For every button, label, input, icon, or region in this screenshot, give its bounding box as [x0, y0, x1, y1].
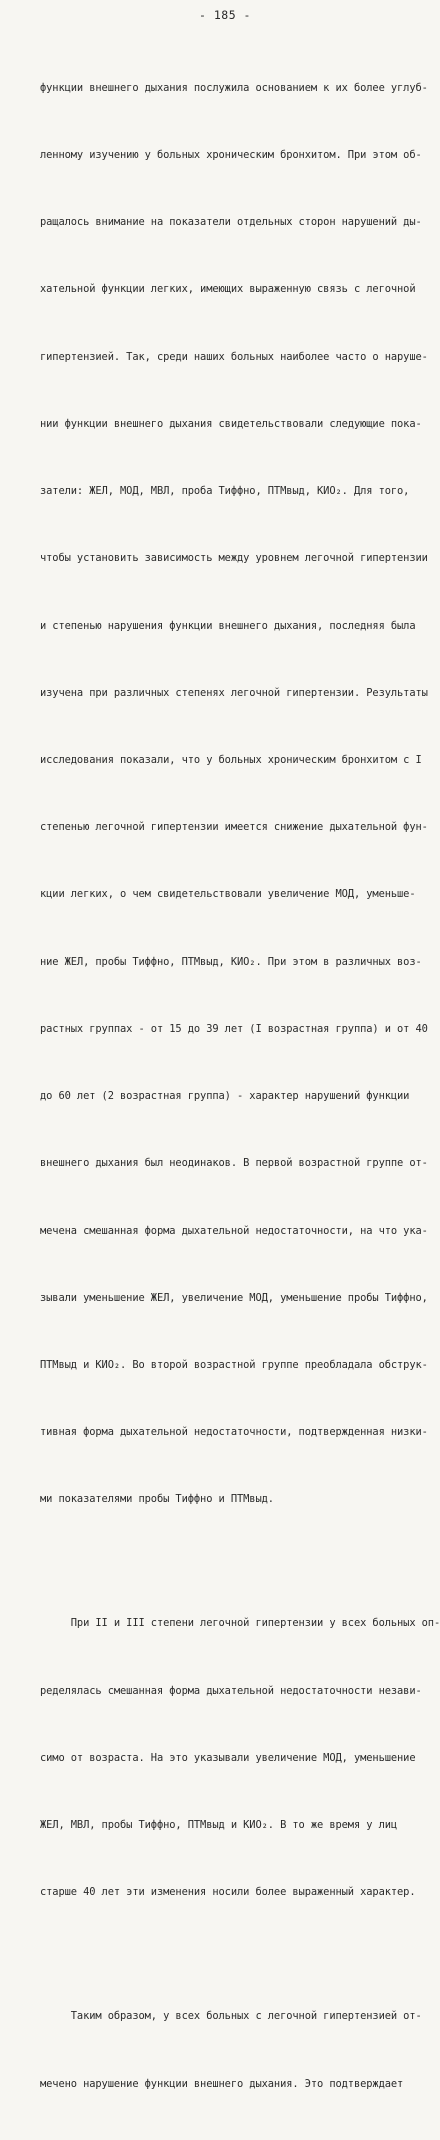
- text-line: зывали уменьшение ЖЕЛ, увеличение МОД, уменьшение пробы Тиффно,: [40, 1291, 428, 1304]
- text-line: старше 40 лет эти изменения носили более выраженный характер.: [40, 1886, 416, 1899]
- text-line: Таким образом, у всех больных с легочной гипертензией от-: [40, 2010, 422, 2023]
- text-line: функции внешнего дыхания послужила основанием к их более углуб-: [40, 81, 428, 94]
- text-line: ЖЕЛ, МВЛ, пробы Тиффно, ПТМвыд и КИО₂. В то же время у лиц: [40, 1819, 398, 1832]
- paragraph-gap: [40, 1556, 410, 1568]
- text-line: При II и III степени легочной гипертензии у всех больных оп-: [40, 1617, 440, 1630]
- text-line: степенью легочной гипертензии имеется снижение дыхательной фун-: [40, 821, 428, 834]
- text-line: внешнего дыхания был неодинаков. В первой возрастной группе от-: [40, 1157, 428, 1170]
- text-line: ределялась смешанная форма дыхательной недостаточности незави-: [40, 1684, 422, 1697]
- text-line: изучена при различных степенях легочной гипертензии. Результаты: [40, 686, 428, 699]
- text-line: гипертензией. Так, среди наших больных наиболее часто о наруше-: [40, 350, 428, 363]
- text-line: тивная форма дыхательной недостаточности, подтвержденная низки-: [40, 1426, 428, 1439]
- paragraph-gap: [40, 1949, 410, 1961]
- text-line: кции легких, о чем свидетельствовали увеличение МОД, уменьше-: [40, 888, 416, 901]
- text-line: ленному изучению у больных хроническим бронхитом. При этом об-: [40, 149, 422, 162]
- text-line: затели: ЖЕЛ, МОД, МВЛ, проба Тиффно, ПТМвыд, КИО₂. Для того,: [40, 485, 410, 498]
- page-number: - 185 -: [199, 8, 251, 22]
- text-line: мечено нарушение функции внешнего дыхания. Это подтверждает: [40, 2077, 404, 2090]
- text-line: хательной функции легких, имеющих выраженную связь с легочной: [40, 283, 416, 296]
- paragraph-2: [40, 1568, 440, 1949]
- text-line: чтобы установить зависимость между уровнем легочной гипертензии: [40, 552, 428, 565]
- text-line: растных группах - от 15 до 39 лет (I возрастная группа) и от 40: [40, 1022, 428, 1035]
- text-line: симо от возраста. На это указывали увеличение МОД, уменьшение: [40, 1751, 416, 1764]
- text-line: нии функции внешнего дыхания свидетельствовали следующие пока-: [40, 417, 422, 430]
- text-line: до 60 лет (2 возрастная группа) - характер нарушений функции: [40, 1090, 410, 1103]
- text-line: ращалось внимание на показатели отдельных сторон нарушений ды-: [40, 216, 422, 229]
- text-line: ние ЖЕЛ, пробы Тиффно, ПТМвыд, КИО₂. При этом в различных воз-: [40, 955, 422, 968]
- text-line: исследования показали, что у больных хроническим бронхитом с I: [40, 754, 422, 766]
- paragraph-3: [40, 1961, 422, 2140]
- text-line: мечена смешанная форма дыхательной недостаточности, на что ука-: [40, 1224, 428, 1237]
- text-line: ПТМвыд и КИО₂. Во второй возрастной группе преобладала обструк-: [40, 1358, 428, 1371]
- text-line: и степенью нарушения функции внешнего дыхания, последняя была: [40, 619, 416, 632]
- text-line: ми показателями пробы Тиффно и ПТМвыд.: [40, 1493, 274, 1506]
- paragraph-1: [40, 32, 428, 1556]
